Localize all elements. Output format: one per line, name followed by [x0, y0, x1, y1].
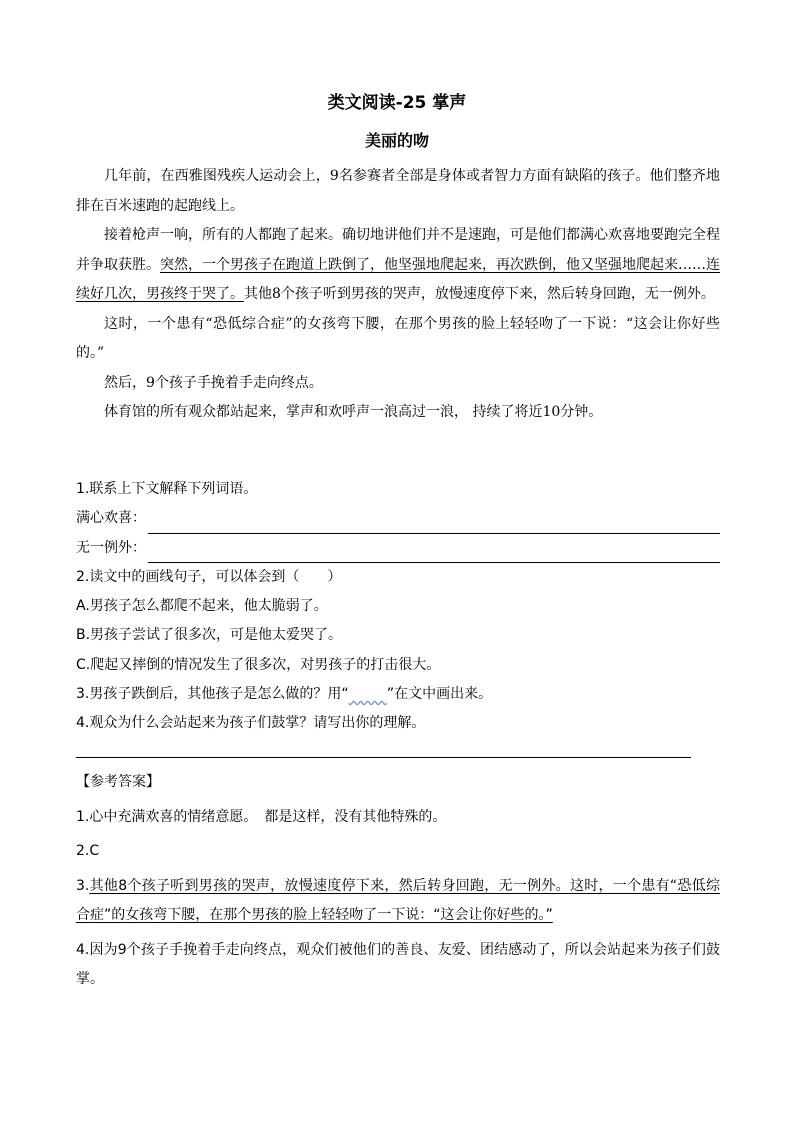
term-label: 满心欢喜：: [76, 510, 146, 527]
question-text: ”在文中画出来。: [386, 686, 493, 703]
term-label: 无一例外：: [76, 539, 146, 556]
answer-3: [76, 872, 720, 931]
answer-underlined-text: 其他8个孩子听到男孩的哭声，放慢速度停下来，然后转身回跑，无一例外。这时，一个患有“恐低综合症”的女孩弯下腰，在那个男孩的脸上轻轻吻了一下说：“这会让你好些的。”: [76, 877, 720, 923]
passage-paragraph-3: 这时，一个患有“恐低综合症”的女孩弯下腰，在那个男孩的脸上轻轻吻了一下说：“这会让你好些的。”: [76, 315, 720, 361]
question-section: [76, 475, 720, 739]
article-title: 美丽的吻: [364, 131, 429, 150]
question-1: 1.联系上下文解释下列词语。: [76, 481, 258, 497]
blank-line: [148, 542, 720, 563]
question-4: 4.观众为什么会站起来为孩子们鼓掌？请写出你的理解。: [76, 715, 426, 732]
answer-4: 4.因为9个孩子手挽着手走向终点，观众们被他们的善良、友爱、团结感动了，所以会站起来为孩子们鼓掌。: [76, 941, 720, 987]
answer-1: 1.心中充满欢喜的情绪意愿。 都是这样，没有其他特殊的。: [76, 808, 447, 825]
question-3: [76, 680, 720, 709]
passage-paragraph-1: 几年前，在西雅图残疾人运动会上，9名参赛者全部是身体或者智力方面有缺陷的孩子。他们整齐地排在百米速跑的起跑线上。: [76, 168, 720, 214]
answer-2: 2.C: [76, 843, 100, 859]
option-c: C.爬起又摔倒的情况发生了很多次，对男孩子的打击很大。: [76, 656, 441, 673]
page-title: 类文阅读-25 掌声: [327, 93, 467, 113]
passage-text: 接着枪声一响，所有的人都跑了起来。确切地讲他们并不是速跑，可是他们都满心欢喜地要跑完全程并争取获胜。: [76, 227, 720, 273]
wavy-line-mark: [349, 686, 387, 702]
answer-blank-line[interactable]: [76, 757, 691, 758]
option-a: A.男孩子怎么都爬不起来，他太脆弱了。: [76, 598, 328, 615]
answer-field-2[interactable]: [76, 534, 720, 563]
option-b: B.男孩子尝试了很多次，可是他太爱哭了。: [76, 627, 343, 644]
passage-paragraph-5: 体育馆的所有观众都站起来，掌声和欢呼声一浪高过一浪， 持续了将近10分钟。: [104, 404, 603, 420]
answer-field-1[interactable]: [76, 504, 720, 533]
passage-text: 其他8个孩子听到男孩的哭声，放慢速度停下来，然后转身回跑，无一例外。: [244, 286, 715, 302]
question-2: 2.读文中的画线句子，可以体会到（ ）: [76, 568, 342, 585]
underlined-sentence: 突然，一个男孩子在跑道上跌倒了，他坚强地爬起来，再次跌倒，他又坚强地爬起来……连续好几次，男孩终于哭了。: [76, 256, 720, 302]
passage-paragraph-2: [76, 221, 720, 310]
passage-paragraph-4: 然后，9个孩子手挽着手走向终点。: [104, 374, 323, 391]
reading-passage: [76, 162, 720, 428]
answer-key: [76, 768, 720, 995]
answer-heading: 【参考答案】: [76, 774, 160, 790]
question-text: 3.男孩子跌倒后，其他孩子是怎么做的？用“: [76, 686, 349, 703]
blank-line: [148, 513, 720, 534]
answer-number: 3.: [76, 877, 90, 894]
